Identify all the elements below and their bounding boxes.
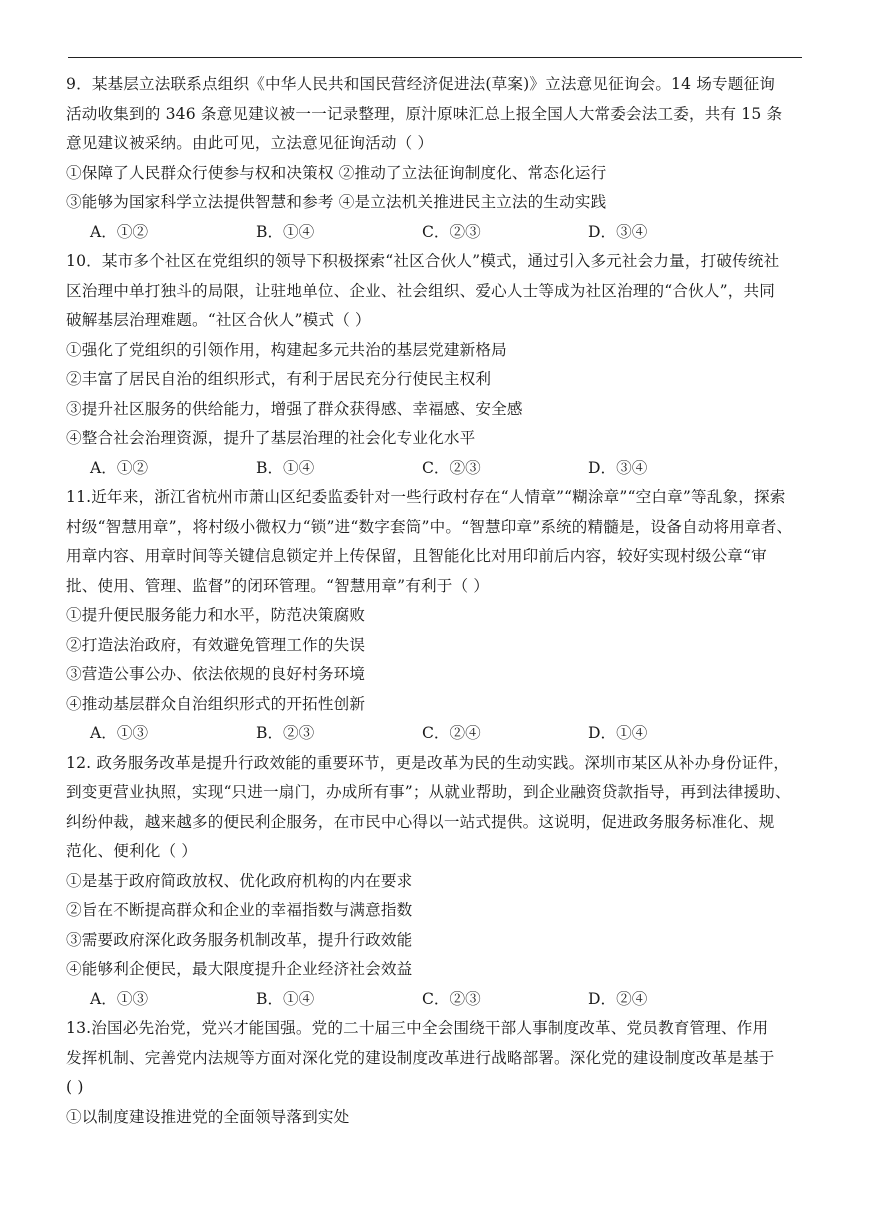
question-stem-line: 破解基层治理难题。“社区合伙人”模式（ ） — [66, 311, 371, 329]
question-stem-line: 12. 政务服务改革是提升行政效能的重要环节，更是改革为民的生动实践。深圳市某区从补办身份证件， — [66, 753, 790, 772]
answer-choices — [66, 985, 806, 1015]
statement-option: ④能够利企便民，最大限度提升企业经济社会效益 — [66, 960, 413, 978]
answer-choice-c: C．②④ — [422, 724, 481, 742]
answer-choice-b: B．①④ — [256, 222, 315, 241]
question-stem-line: 范化、便利化（ ） — [66, 842, 198, 860]
question-stem-line: 村级“智慧用章”，将村级小微权力“锁”进“数字套筒”中。“智慧印章”系统的精髓是，设备自动将用章者、 — [66, 517, 793, 536]
statement-option: ①强化了党组织的引领作用，构建起多元共治的基层党建新格局 — [66, 340, 507, 359]
answer-choice-a: A．①③ — [90, 989, 149, 1008]
statement-option: ①以制度建设推进党的全面领导落到实处 — [66, 1107, 350, 1126]
question-stem-line: 区治理中单打独斗的局限，让驻地单位、企业、社会组织、爱心人士等成为社区治理的“合伙人”，共同 — [66, 281, 775, 300]
answer-choices — [66, 454, 806, 484]
question-stem-line: 用章内容、用章时间等关键信息锁定并上传保留，且智能化比对用印前后内容，较好实现村级公章“审 — [66, 547, 767, 565]
answer-choice-d: D．③④ — [588, 458, 648, 477]
statement-option: ②旨在不断提高群众和企业的幸福指数与满意指数 — [66, 901, 413, 919]
question-10 — [66, 247, 806, 483]
question-stem-line: ( ) — [66, 1078, 84, 1096]
statement-option: ②打造法治政府，有效避免管理工作的失误 — [66, 635, 366, 654]
question-stem-line: 10．某市多个社区在党组织的领导下积极探索“社区合伙人”模式，通过引入多元社会力量，打破传统社 — [66, 252, 780, 270]
statement-option: ①提升便民服务能力和水平，防范决策腐败 — [66, 606, 366, 624]
answer-choice-c: C．②③ — [422, 222, 481, 241]
answer-choice-b: B．②③ — [256, 724, 315, 742]
question-stem-line: 批、使用、管理、监督”的闭环管理。“智慧用章”有利于（ ） — [66, 576, 490, 595]
question-stem-line: 9．某基层立法联系点组织《中华人民共和国民营经济促进法(草案)》立法意见征询会。14 场专题征询 — [66, 75, 776, 93]
question-stem-line: 到变更营业执照，实现“只进一扇门，办成所有事”；从就业帮助，到企业融资贷款指导，再到法律援助、 — [66, 783, 791, 801]
answer-choice-b: B．①④ — [256, 989, 315, 1008]
question-stem-line: 11.近年来，浙江省杭州市萧山区纪委监委针对一些行政村存在“人情章”“糊涂章”“空白章”等乱象，探索 — [66, 488, 786, 506]
question-stem-line: 活动收集到的 346 条意见建议被一一记录整理，原汁原味汇总上报全国人大常委会法工委，共有 15 条 — [66, 104, 783, 123]
question-stem-line: 发挥机制、完善党内法规等方面对深化党的建设制度改革进行战略部署。深化党的建设制度改革是基于 — [66, 1048, 775, 1067]
statement-option: ③需要政府深化政务服务机制改革，提升行政效能 — [66, 930, 413, 949]
question-stem-line: 纠纷仲裁，越来越多的便民利企服务，在市民中心得以一站式提供。这说明，促进政务服务标准化、规 — [66, 812, 775, 831]
answer-choice-a: A．①② — [90, 222, 149, 241]
statement-option: ①是基于政府简政放权、优化政府机构的内在要求 — [66, 871, 413, 890]
header-rule — [68, 57, 802, 58]
answer-choice-c: C．②③ — [422, 458, 481, 477]
question-list — [66, 70, 806, 1132]
answer-choices — [66, 719, 806, 749]
statement-option: ③能够为国家科学立法提供智慧和参考 ④是立法机关推进民主立法的生动实践 — [66, 193, 607, 211]
statement-option: ③提升社区服务的供给能力，增强了群众获得感、幸福感、安全感 — [66, 399, 523, 418]
answer-choice-d: D．③④ — [588, 222, 648, 241]
question-13 — [66, 1014, 806, 1132]
answer-choices — [66, 218, 806, 248]
question-9 — [66, 70, 806, 247]
question-stem-line: 13.治国必先治党，党兴才能国强。党的二十届三中全会围绕干部人事制度改革、党员教育管理、作用 — [66, 1019, 769, 1037]
question-12 — [66, 749, 806, 1015]
answer-choice-c: C．②③ — [422, 989, 481, 1008]
answer-choice-d: D．②④ — [588, 989, 648, 1008]
answer-choice-a: A．①② — [90, 458, 149, 477]
answer-choice-b: B．①④ — [256, 458, 315, 477]
statement-option: ④推动基层群众自治组织形式的开拓性创新 — [66, 694, 366, 713]
statement-option: ④整合社会治理资源，提升了基层治理的社会化专业化水平 — [66, 429, 476, 447]
statement-option: ①保障了人民群众行使参与权和决策权 ②推动了立法征询制度化、常态化运行 — [66, 163, 607, 182]
statement-option: ②丰富了居民自治的组织形式，有利于居民充分行使民主权利 — [66, 370, 492, 388]
answer-choice-d: D．①④ — [588, 724, 648, 742]
statement-option: ③营造公事公办、依法依规的良好村务环境 — [66, 665, 366, 683]
question-stem-line: 意见建议被采纳。由此可见，立法意见征询活动（ ） — [66, 134, 434, 152]
answer-choice-a: A．①③ — [90, 724, 149, 742]
question-11 — [66, 483, 806, 749]
